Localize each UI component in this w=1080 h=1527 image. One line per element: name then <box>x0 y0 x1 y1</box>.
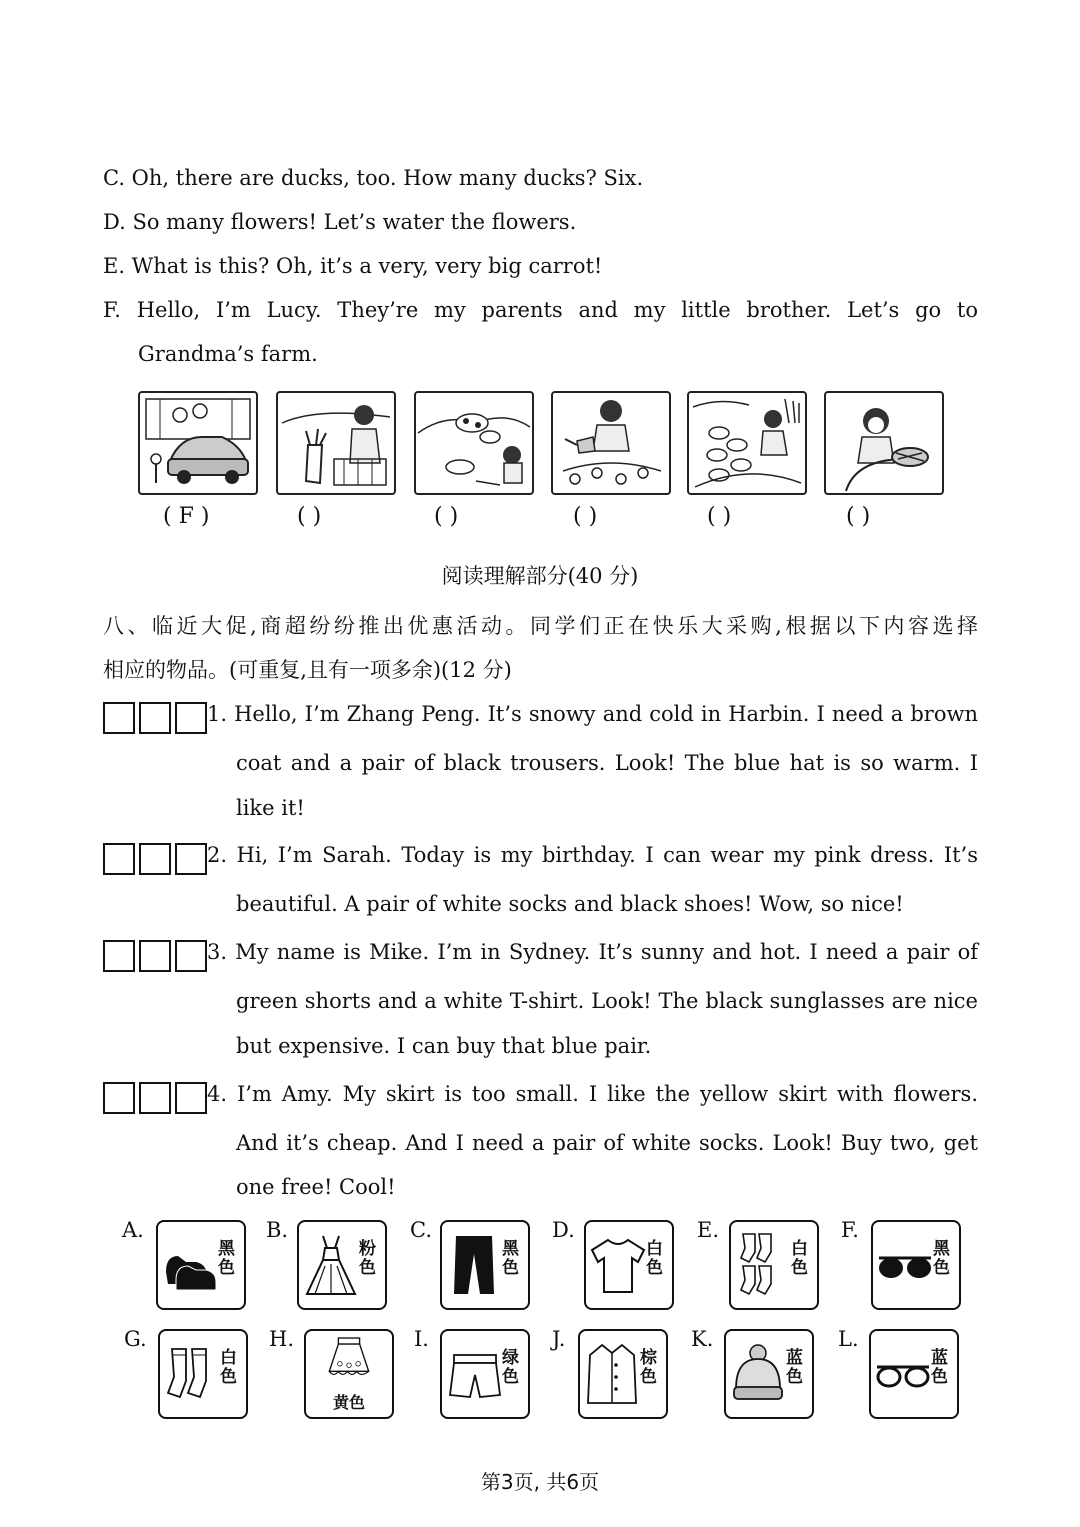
option-f-card[interactable] <box>871 1220 961 1310</box>
picture-answer-3[interactable]: ( ) <box>434 504 459 529</box>
option-j-color: 棕色 <box>640 1348 657 1387</box>
option-c-card[interactable] <box>440 1220 530 1310</box>
option-f-letter: F. <box>841 1218 859 1242</box>
option-k-card[interactable] <box>724 1329 814 1419</box>
option-d-card[interactable] <box>584 1220 674 1310</box>
white-socks-two-pairs-icon <box>735 1232 791 1298</box>
answer-boxes-2[interactable] <box>103 843 211 875</box>
answer-boxes-3[interactable] <box>103 940 211 972</box>
option-g-letter: G. <box>124 1327 147 1351</box>
option-e-card[interactable] <box>729 1220 819 1310</box>
option-k-letter: K. <box>691 1327 714 1351</box>
picture-answer-5[interactable]: ( ) <box>707 504 732 529</box>
option-f-color: 黑色 <box>933 1239 950 1278</box>
option-c-text: C. Oh, there are ducks, too. How many ducks? Six. <box>103 166 644 190</box>
option-i-letter: I. <box>414 1327 429 1351</box>
brown-coat-icon <box>584 1341 640 1407</box>
pink-dress-icon <box>303 1232 359 1298</box>
picture-answer-6[interactable]: ( ) <box>846 504 871 529</box>
watering-flowers-picture <box>551 391 671 495</box>
item-3-line2: green shorts and a white T-shirt. Look! The black sunglasses are nice <box>236 989 978 1013</box>
option-a-color: 黑色 <box>218 1239 235 1278</box>
option-b-card[interactable] <box>297 1220 387 1310</box>
item-3-line3: but expensive. I can buy that blue pair. <box>236 1034 652 1058</box>
answer-boxes-1[interactable] <box>103 702 211 734</box>
option-k-color: 蓝色 <box>786 1348 803 1387</box>
item-1-line3: like it! <box>236 796 305 820</box>
option-g-card[interactable] <box>158 1329 248 1419</box>
section8-instructions-line2: 相应的物品。(可重复,且有一项多余)(12 分) <box>103 658 512 682</box>
option-e-color: 白色 <box>791 1239 808 1278</box>
item-4-line1: 4. I’m Amy. My skirt is too small. I like the yellow skirt with flowers. <box>207 1082 978 1106</box>
option-j-card[interactable] <box>578 1329 668 1419</box>
item-2-line2: beautiful. A pair of white socks and black shoes! Wow, so nice! <box>236 892 904 916</box>
option-e-letter: E. <box>697 1218 720 1242</box>
option-b-color: 粉色 <box>359 1239 376 1278</box>
section8-instructions-line1: 八、临近大促,商超纷纷推出优惠活动。同学们正在快乐大采购,根据以下内容选择 <box>103 614 978 638</box>
picture-answer-2[interactable]: ( ) <box>297 504 322 529</box>
item-3-line1: 3. My name is Mike. I’m in Sydney. It’s sunny and hot. I need a pair of <box>207 940 978 964</box>
white-tshirt-icon <box>590 1232 646 1298</box>
yellow-skirt-icon <box>320 1335 378 1385</box>
item-1-line2: coat and a pair of black trousers. Look! The blue hat is so warm. I <box>236 751 978 775</box>
option-l-card[interactable] <box>869 1329 959 1419</box>
option-c-color: 黑色 <box>502 1239 519 1278</box>
option-d-color: 白色 <box>646 1239 663 1278</box>
option-l-color: 蓝色 <box>931 1348 948 1387</box>
option-a-card[interactable] <box>156 1220 246 1310</box>
cows-farm-picture <box>414 391 534 495</box>
option-a-letter: A. <box>122 1218 144 1242</box>
item-2-line1: 2. Hi, I’m Sarah. Today is my birthday. I can wear my pink dress. It’s <box>207 843 978 867</box>
option-i-card[interactable] <box>440 1329 530 1419</box>
section-title: 阅读理解部分(40 分) <box>441 564 639 588</box>
option-g-color: 白色 <box>220 1348 237 1387</box>
black-trousers-icon <box>446 1232 502 1298</box>
black-shoes-icon <box>162 1232 218 1298</box>
option-i-color: 绿色 <box>502 1348 519 1387</box>
answer-boxes-4[interactable] <box>103 1082 211 1114</box>
white-socks-icon <box>164 1341 220 1407</box>
green-shorts-icon <box>446 1341 502 1407</box>
blue-hat-icon <box>730 1341 786 1407</box>
option-j-letter: J. <box>552 1327 566 1351</box>
girl-basket-picture <box>824 391 944 495</box>
option-h-color: 黄色 <box>332 1393 365 1412</box>
option-h-card[interactable] <box>304 1329 394 1419</box>
option-l-letter: L. <box>838 1327 859 1351</box>
option-b-letter: B. <box>266 1218 289 1242</box>
item-1-line1: 1. Hello, I’m Zhang Peng. It’s snowy and cold in Harbin. I need a brown <box>207 702 978 726</box>
item-4-line2: And it’s cheap. And I need a pair of white socks. Look! Buy two, get <box>236 1131 978 1155</box>
option-f-text-line1: F. Hello, I’m Lucy. They’re my parents and my little brother. Let’s go to <box>103 298 978 322</box>
item-4-line3: one free! Cool! <box>236 1175 396 1199</box>
page-number: 第3页, 共6页 <box>480 1470 600 1494</box>
picture-answer-1[interactable]: ( F ) <box>163 504 210 529</box>
black-sunglasses-icon <box>877 1232 933 1298</box>
family-car-picture <box>138 391 258 495</box>
option-e-text: E. What is this? Oh, it’s a very, very big carrot! <box>103 254 603 278</box>
option-f-text-line2: Grandma’s farm. <box>138 342 318 366</box>
option-c-letter: C. <box>410 1218 432 1242</box>
option-d-letter: D. <box>552 1218 575 1242</box>
option-h-letter: H. <box>269 1327 294 1351</box>
ducks-picture <box>687 391 807 495</box>
carrot-picture <box>276 391 396 495</box>
picture-answer-4[interactable]: ( ) <box>573 504 598 529</box>
option-d-text: D. So many flowers! Let’s water the flowers. <box>103 210 577 234</box>
blue-sunglasses-icon <box>875 1341 931 1407</box>
